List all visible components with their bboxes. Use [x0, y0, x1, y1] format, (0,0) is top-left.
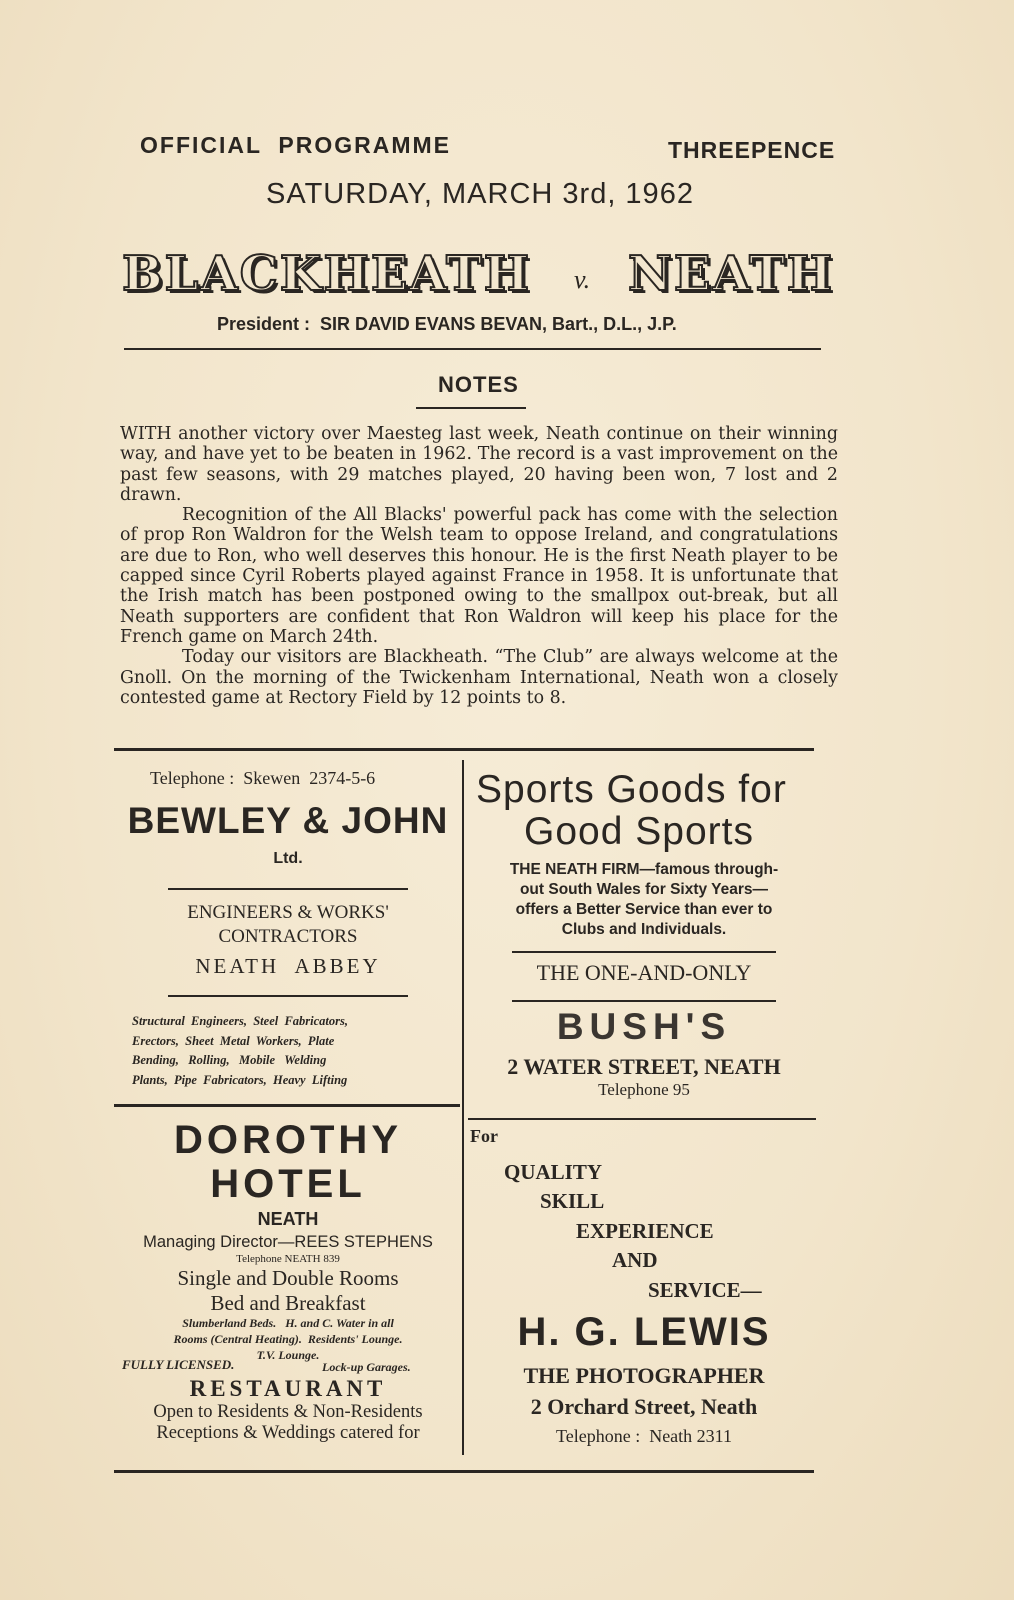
lewis-for: For	[470, 1126, 498, 1146]
ads-middle-rule-left	[114, 1104, 460, 1107]
notes-paragraph: Recognition of the All Blacks' powerful pack has come with the selection of prop Ron Waldron for the Welsh team to oppose Ireland, and congratulations are due to Ron, who well deserves this honour. He is the first Neath player to be capped since Cyril Roberts played against France in 1958. It is unfortunate that the Irish match has been postponed owing to the smallpox out-break, but all Neath supporters are confident that Ron Waldron will keep his place for the French game on March 24th.	[120, 505, 838, 647]
notes-paragraph: WITH another victory over Maesteg last week, Neath continue on their winning way, and have yet to be beaten in 1962. The record is a vast improvement on the past few seasons, with 29 matches played, 20 having been won, 7 lost and 2 drawn.	[120, 424, 838, 505]
dorothy-licensed: FULLY LICENSED.	[122, 1357, 235, 1372]
lewis-trade: THE PHOTOGRAPHER	[523, 1363, 765, 1388]
dorothy-town: NEATH	[257, 1209, 319, 1229]
dorothy-open: Open to Residents & Non-Residents	[153, 1402, 423, 1422]
bushs-description	[470, 860, 818, 940]
notes-title: NOTES	[438, 372, 519, 397]
dorothy-name-2: HOTEL	[210, 1162, 366, 1206]
ads-top-rule	[114, 748, 814, 751]
bewley-rule-2	[168, 995, 408, 997]
bewley-line-3: NEATH ABBEY	[195, 954, 381, 978]
bewley-line-1: ENGINEERS & WORKS'	[187, 902, 389, 923]
bushs-one-and-only: THE ONE-AND-ONLY	[536, 960, 752, 985]
bewley-line-2: CONTRACTORS	[218, 926, 358, 947]
lewis-telephone: Telephone : Neath 2311	[555, 1426, 733, 1446]
president-line: President : SIR DAVID EVANS BEVAN, Bart., D.L., J.P.	[217, 314, 677, 334]
bewley-telephone: Telephone : Skewen 2374-5-6	[150, 768, 376, 788]
ads-middle-rule-right	[468, 1118, 816, 1120]
bushs-rule-2	[512, 1000, 776, 1002]
bushs-rule-1	[512, 951, 776, 953]
dorothy-receptions: Receptions & Weddings catered for	[156, 1423, 420, 1443]
bushs-description-line: offers a Better Service than ever to	[515, 901, 773, 918]
match-date: SATURDAY, MARCH 3rd, 1962	[266, 178, 694, 210]
dorothy-breakfast: Bed and Breakfast	[210, 1291, 366, 1315]
bushs-address: 2 WATER STREET, NEATH	[507, 1054, 781, 1079]
bushs-slogan-2: Good Sports	[524, 810, 754, 853]
dorothy-garages: Lock-up Garages.	[322, 1360, 411, 1374]
lewis-experience: EXPERIENCE	[576, 1219, 714, 1243]
versus-label: v.	[574, 265, 591, 294]
lewis-name: H. G. LEWIS	[517, 1310, 771, 1354]
bewley-service-line: Structural Engineers, Steel Fabricators,	[132, 1014, 349, 1028]
dorothy-rooms: Single and Double Rooms	[177, 1266, 399, 1290]
bewley-rule-1	[168, 888, 408, 890]
lewis-and: AND	[612, 1248, 658, 1272]
dorothy-director: Managing Director—REES STEPHENS	[143, 1233, 433, 1251]
dorothy-name-1: DOROTHY	[174, 1118, 402, 1162]
bushs-description-line: out South Wales for Sixty Years—	[519, 881, 769, 898]
bewley-name: BEWLEY & JOHN	[127, 800, 449, 841]
dorothy-telephone: Telephone NEATH 839	[236, 1253, 340, 1265]
official-programme-label: OFFICIAL PROGRAMME	[140, 132, 452, 158]
home-team: BLACKHEATH	[122, 246, 532, 302]
header-divider	[124, 348, 821, 350]
dorothy-feature-line: Slumberland Beds. H. and C. Water in all	[182, 1316, 394, 1330]
bushs-description-line: THE NEATH FIRM—famous through-	[509, 861, 779, 878]
bewley-ltd: Ltd.	[273, 850, 303, 867]
bushs-telephone: Telephone 95	[598, 1080, 690, 1099]
bewley-service-line: Erectors, Sheet Metal Workers, Plate	[132, 1033, 335, 1048]
ads-vertical-rule	[462, 760, 464, 1455]
notes-title-underline	[416, 407, 526, 409]
notes-body	[120, 424, 838, 708]
dorothy-restaurant: RESTAURANT	[189, 1376, 387, 1401]
notes-paragraph: Today our visitors are Blackheath. “The Club” are always welcome at the Gnoll. On the morning of the Twickenham International, Neath won a closely contested game at Rectory Field by 12 points to 8.	[120, 647, 838, 708]
lewis-service: SERVICE—	[648, 1278, 762, 1302]
dorothy-feature-line: T.V. Lounge.	[256, 1348, 320, 1362]
bewley-service-line: Plants, Pipe Fabricators, Heavy Lifting	[132, 1072, 348, 1087]
dorothy-features	[118, 1315, 458, 1363]
lewis-address: 2 Orchard Street, Neath	[530, 1394, 758, 1419]
bewley-service-line: Bending, Rolling, Mobile Welding	[132, 1053, 327, 1067]
away-team: NEATH	[628, 246, 835, 302]
dorothy-feature-line: Rooms (Central Heating). Residents' Lounge.	[173, 1332, 403, 1346]
lewis-quality: QUALITY	[504, 1160, 603, 1184]
ads-bottom-rule	[114, 1470, 814, 1473]
bewley-services	[132, 1012, 444, 1090]
lewis-skill: SKILL	[540, 1189, 605, 1213]
bushs-description-line: Clubs and Individuals.	[561, 921, 727, 938]
bushs-name: BUSH'S	[556, 1006, 732, 1047]
bushs-slogan-1: Sports Goods for	[476, 768, 787, 811]
price-label: THREEPENCE	[668, 137, 836, 163]
